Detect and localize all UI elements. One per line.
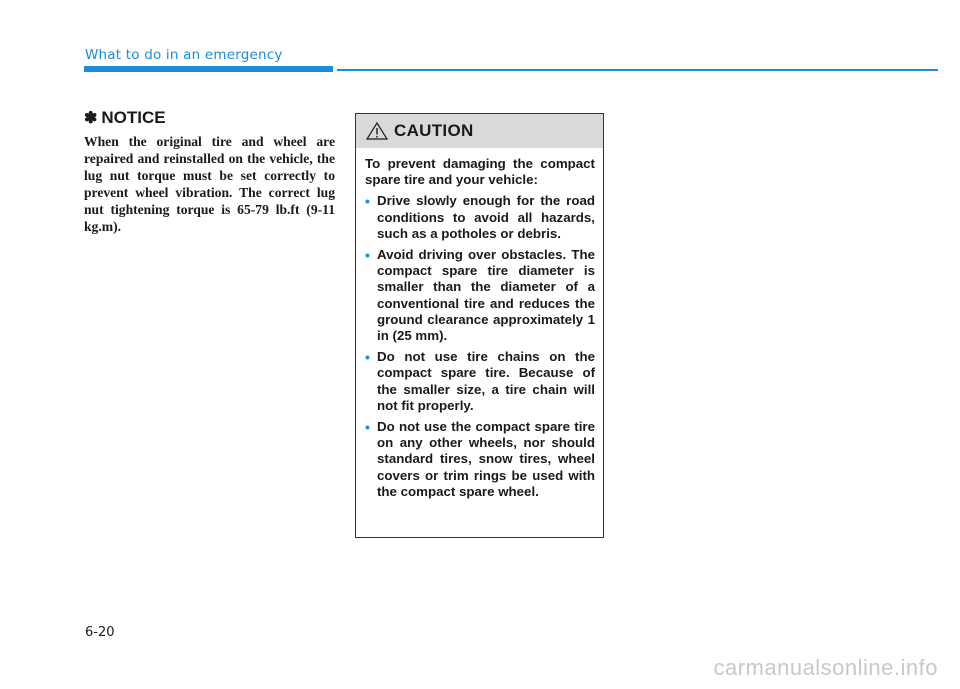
caution-item-text: Drive slowly enough for the road conditions to avoid all hazards, such as a potholes or debris.	[377, 193, 595, 241]
notice-heading	[84, 108, 335, 128]
header-accent-bar	[84, 66, 333, 72]
notice-star-icon: ✽	[84, 110, 98, 127]
caution-item-text: Do not use the compact spare tire on any other wheels, nor should standard tires, snow tires, wheel covers or trim rings be used with the compact spare wheel.	[377, 419, 595, 499]
caution-box	[355, 113, 604, 538]
caution-list	[365, 193, 595, 500]
notice-block	[84, 108, 335, 235]
caution-title: CAUTION	[394, 120, 474, 140]
caution-item	[365, 247, 595, 344]
watermark: carmanualsonline.info	[713, 655, 938, 680]
section-title: What to do in an emergency	[85, 47, 283, 63]
notice-body: When the original tire and wheel are repaired and reinstalled on the vehicle, the lug nut torque must be set correctly to prevent wheel vibration. The correct lug nut tightening torque is 65-79 lb.ft (9-11 kg.m).	[84, 134, 335, 234]
caution-content	[356, 148, 603, 500]
bullet-icon: •	[365, 193, 370, 210]
caution-item	[365, 349, 595, 414]
caution-item	[365, 193, 595, 242]
bullet-icon: •	[365, 419, 370, 436]
caution-item	[365, 419, 595, 500]
bullet-icon: •	[365, 349, 370, 366]
warning-triangle-icon	[366, 122, 388, 140]
page-number: 6-20	[85, 625, 115, 640]
caution-item-text: Do not use tire chains on the compact spare tire. Because of the smaller size, a tire chain will not fit properly.	[377, 349, 595, 413]
header-rule	[337, 69, 938, 71]
notice-title: NOTICE	[101, 108, 166, 127]
caution-intro: To prevent damaging the compact spare tire and your vehicle:	[365, 156, 595, 188]
bullet-icon: •	[365, 247, 370, 264]
caution-item-text: Avoid driving over obstacles. The compact spare tire diameter is smaller than the diameter of a conventional tire and reduces the ground clearance approximately 1 in (25 mm).	[377, 247, 595, 344]
caution-header	[356, 114, 603, 148]
